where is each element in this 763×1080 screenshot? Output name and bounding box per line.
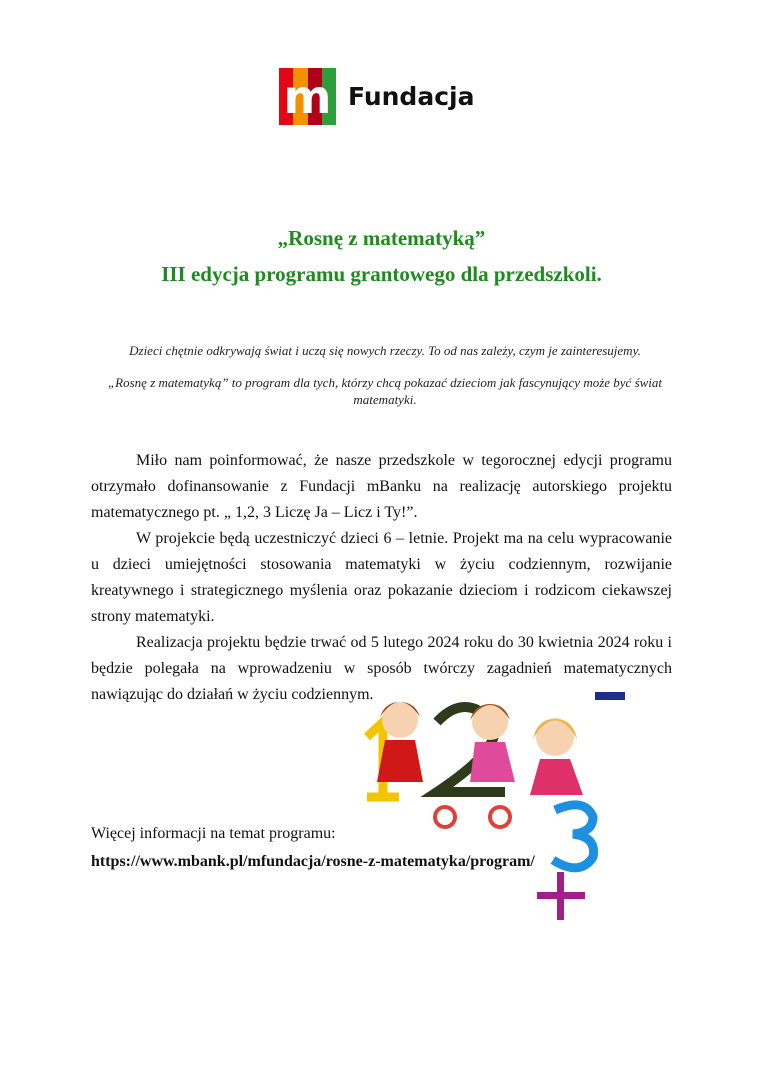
intro-line-1: Dzieci chętnie odkrywają świat i uczą się nowych rzeczy. To od nas zależy, czym je zainteresujemy. — [129, 343, 641, 358]
logo-m: m — [283, 70, 332, 124]
girl-blonde — [530, 718, 583, 795]
children-numbers-illustration — [355, 692, 625, 927]
minus-sign — [595, 692, 625, 700]
program-subtitle: III edycja programu grantowego dla przedszkoli. — [161, 262, 602, 286]
paragraph: Realizacja projektu będzie trwać od 5 lutego 2024 roku do 30 kwietnia 2024 roku i będzie polegała na wprowadzeniu w sposób twórczy zagadnień matematycznych nawiązując do działań w życiu codziennym. — [91, 634, 672, 703]
program-link[interactable]: https://www.mbank.pl/mfundacja/rosne-z-matematyka/program/ — [91, 853, 535, 870]
digit-three-shape — [553, 805, 594, 868]
paragraph: Miło nam poinformować, że nasze przedszkole w tegorocznej edycji programu otrzymało dofinansowanie z Fundacji mBanku na realizację autorskiego projektu matematycznego pt. „ 1,2, 3 Liczę Ja – Licz i Ty!”. — [91, 452, 672, 521]
paragraph: W projekcie będą uczestniczyć dzieci 6 – letnie. Projekt ma na celu wypracowanie u dzieci umiejętności stosowania matematyki w życiu codziennym, rozwijanie kreatywnego i strategicznego myślenia oraz pokazanie dzieciom i rodzicom ciekawszej strony matematyki. — [91, 530, 672, 625]
logo-text: Fundacja — [348, 82, 475, 111]
program-title: „Rosnę z matematyką” — [277, 226, 486, 250]
girl-pink — [470, 704, 515, 782]
body-text — [91, 448, 672, 708]
intro-line-2: „Rosnę z matematyką” to program dla tych, którzy chcą pokazać dzieciom jak fascynujący może być świat matematyki. — [107, 375, 663, 407]
logo-mark — [279, 68, 336, 125]
mfundacja-logo — [279, 68, 474, 125]
more-info — [91, 820, 535, 876]
more-info-label: Więcej informacji na temat programu: — [91, 825, 336, 842]
